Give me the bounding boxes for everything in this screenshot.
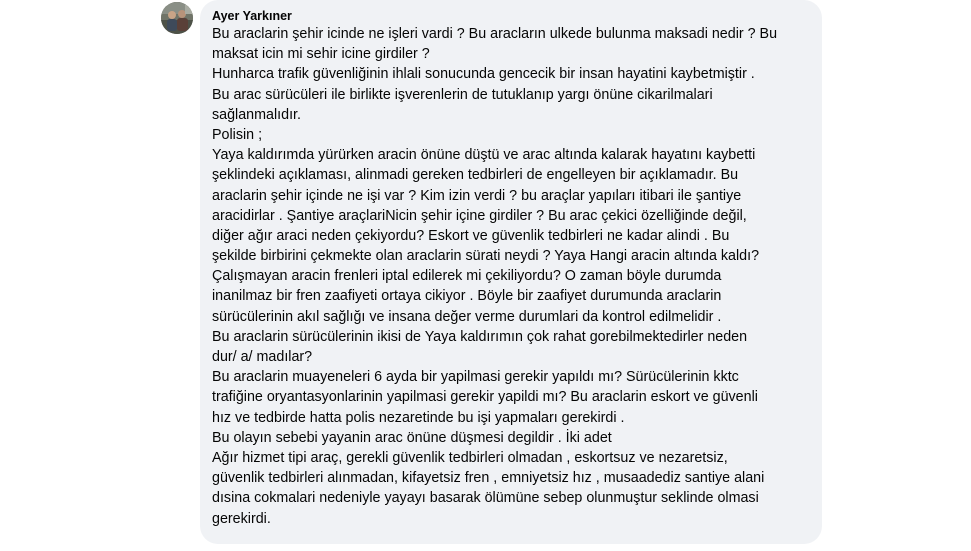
comment-line: dısina cokmalari nedeniyle yayayı basarak ölümüne sebep olunmuştur seklinde olmasi [212, 490, 759, 507]
comment-author-name[interactable]: Ayer Yarkıner [212, 9, 292, 23]
comment-line: aracidirlar . Şantiye araçlariNicin şehir içine girdiler ? Bu arac çekici özelliğinde değil, [212, 207, 747, 224]
comment-line: Çalışmayan aracin frenleri iptal edilerek mi çekiliyordu? O zaman böyle durumda [212, 268, 722, 285]
comment-body [212, 24, 810, 529]
comment-line: sürücülerinin akıl sağlığı ve insana değer verme durumlari da kontrol edilmelidir . [212, 308, 722, 325]
comment-line: Polisin ; [212, 126, 263, 143]
comment-line: Bu arac sürücüleri ile birlikte işverenlerin de tutuklanıp yargı önüne cikarilmalari [212, 86, 713, 103]
comment-line: dur/ a/ madılar? [212, 349, 313, 365]
comment-bubble [200, 0, 822, 544]
comment-line: güvenlik tedbirleri alınmadan, kifayetsiz fren , emniyetsiz hız , musaadediz santiye alani [212, 470, 765, 487]
comment-line: trafiğine oryantasyonlarinin yapilmasi gerekir yapildi mı? Bu araclarin eskort ve güvenli [212, 389, 758, 406]
comment-line: maksat icin mi sehir icine girdiler ? [212, 46, 430, 63]
comment-line: sağlanmalıdır. [212, 106, 302, 123]
comment-line: araclarin şehir içinde ne işi var ? Kim izin verdi ? bu araçlar yapıları itibari ile şantiye [212, 187, 742, 204]
comment-line: Hunharca trafik güvenliğinin ihlali sonucunda gencecik bir insan hayatini kaybetmiştir . [212, 66, 755, 83]
avatar[interactable] [161, 2, 193, 34]
comment-line: diğer ağır araci neden çekiyordu? Eskort ve güvenlik tedbirleri ne kadar alindi . Bu [212, 227, 730, 244]
comment-line: Bu araclarin sürücülerinin ikisi de Yaya kaldırımın çok rahat gorebilmektedirler neden [212, 328, 748, 345]
comment-line: Bu araclarin şehir icinde ne işleri vardi ? Bu aracların ulkede bulunma maksadi nedir ? Bu [212, 26, 778, 42]
avatar-photo-icon [161, 2, 193, 34]
comment-line: hız ve tedbirde hatta polis nezaretinde bu işi yapmaları gerekirdi . [212, 409, 625, 426]
comment-line: Bu araclarin muayeneleri 6 ayda bir yapilmasi gerekir yapıldı mı? Sürücülerinin kktc [212, 369, 739, 386]
comment-line: şekilde birbirini çekmekte olan araclarin sürati neydi ? Yaya Hangi aracin altında kaldı? [212, 248, 760, 265]
comment-line: Ağır hizmet tipi araç, gerekli güvenlik tedbirleri olmadan , eskortsuz ve nezaretsiz, [212, 449, 728, 466]
comment-line: inanilmaz bir fren zaafiyeti ortaya cikiyor . Böyle bir zaafiyet durumunda araclarin [212, 288, 722, 305]
comment-line: Bu olayın sebebi yayanin arac önüne düşmesi degildir . İki adet [212, 429, 612, 446]
comment-line: Yaya kaldırımda yürürken aracin önüne düştü ve arac altında kalarak hayatını kaybetti [212, 147, 756, 164]
comment-line: şeklindeki açıklaması, alinmadi gereken tedbirleri de engelleyen bir açıklamadır. Bu [212, 167, 739, 184]
comment-line: gerekirdi. [212, 510, 271, 527]
